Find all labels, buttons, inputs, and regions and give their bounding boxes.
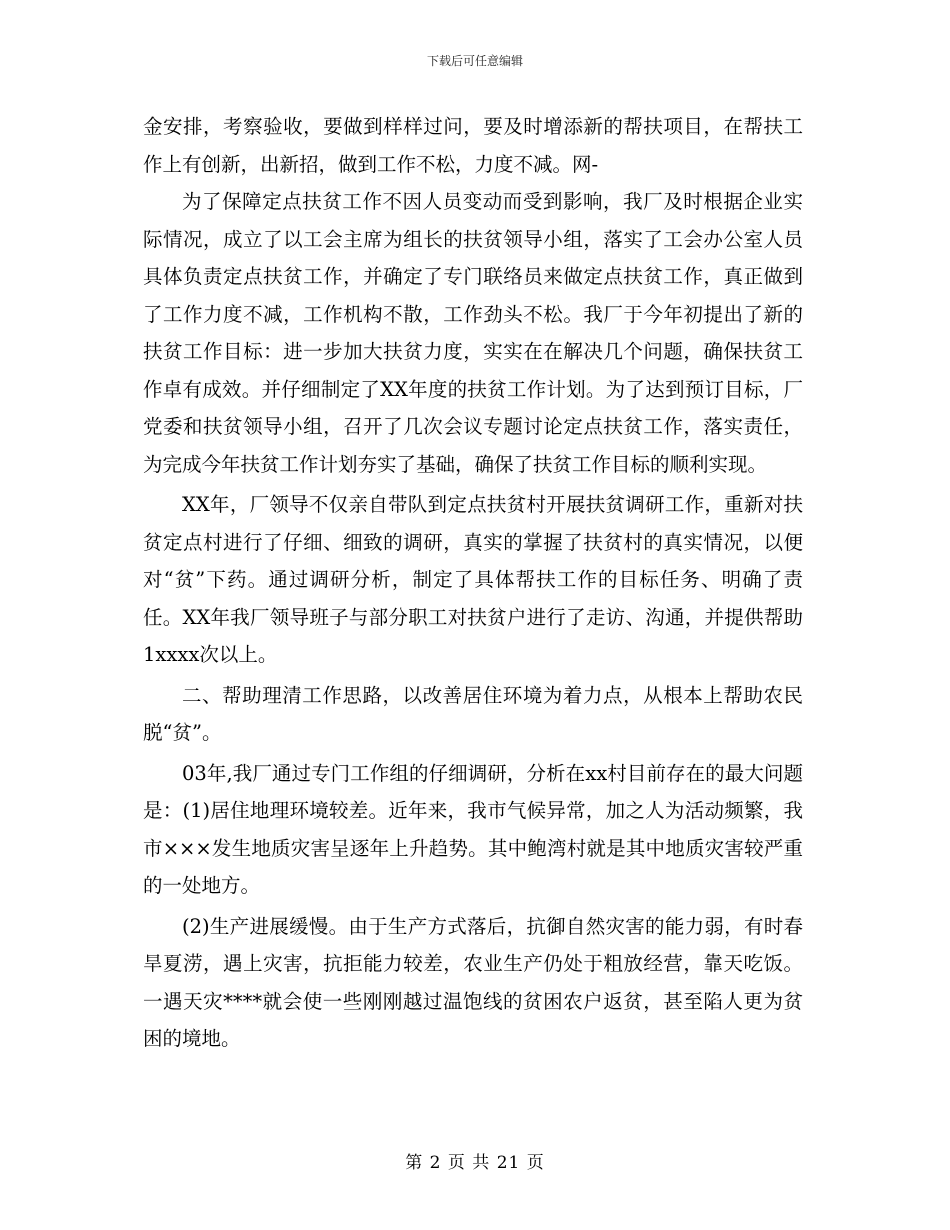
paragraph-1: 金安排，考察验收，要做到样样过问，要及时增添新的帮扶项目，在帮扶工作上有创新，出新招，做到工作不松，力度不减。网- (143, 115, 803, 176)
paragraph-4: 二、帮助理清工作思路，以改善居住环境为着力点，从根本上帮助农民脱“贫”。 (143, 683, 803, 744)
page-number: 第 2 页 共 21 页 (405, 1153, 545, 1173)
paragraph-3: XX年，厂领导不仅亲自带队到定点扶贫村开展扶贫调研工作，重新对扶贫定点村进行了仔细、细致的调研，真实的掌握了扶贫村的真实情况，以便对“贫”下药。通过调研分析，制定了具体帮扶工作的目标任务、明确了责任。XX年我厂领导班子与部分职工对扶贫户进行了走访、沟通，并提供帮助1xxxx次以上。 (143, 493, 803, 666)
document-body (143, 108, 803, 1058)
paragraph-6: (2)生产进展缓慢。由于生产方式落后，抗御自然灾害的能力弱，有时春旱夏涝，遇上灾害，抗拒能力较差，农业生产仍处于粗放经营，靠天吃饭。一遇天灾****就会使一些刚刚越过温饱线的贫困农户返贫，甚至陷人更为贫困的境地。 (143, 914, 803, 1050)
page-header: 下载后可任意编辑 (426, 54, 523, 68)
page-footer (0, 1152, 950, 1174)
paragraph-5: 03年,我厂通过专门工作组的仔细调研，分析在xx村目前存在的最大问题是：(1)居住地理环境较差。近年来，我市气候异常，加之人为活动频繁，我市×××发生地质灾害呈逐年上升趋势。其中鲍湾村就是其中地质灾害较严重的一处地方。 (143, 761, 803, 897)
paragraph-2: 为了保障定点扶贫工作不因人员变动而受到影响，我厂及时根据企业实际情况，成立了以工会主席为组长的扶贫领导小组，落实了工会办公室人员具体负责定点扶贫工作，并确定了专门联络员来做定点扶贫工作，真正做到了工作力度不减，工作机构不散，工作劲头不松。我厂于今年初提出了新的扶贫工作目标：进一步加大扶贫力度，实实在在解决几个问题，确保扶贫工作卓有成效。并仔细制定了XX年度的扶贫工作计划。为了达到预订目标，厂党委和扶贫领导小组，召开了几次会议专题讨论定点扶贫工作，落实责任，为完成今年扶贫工作计划夯实了基础，确保了扶贫工作目标的顺利实现。 (143, 190, 803, 476)
